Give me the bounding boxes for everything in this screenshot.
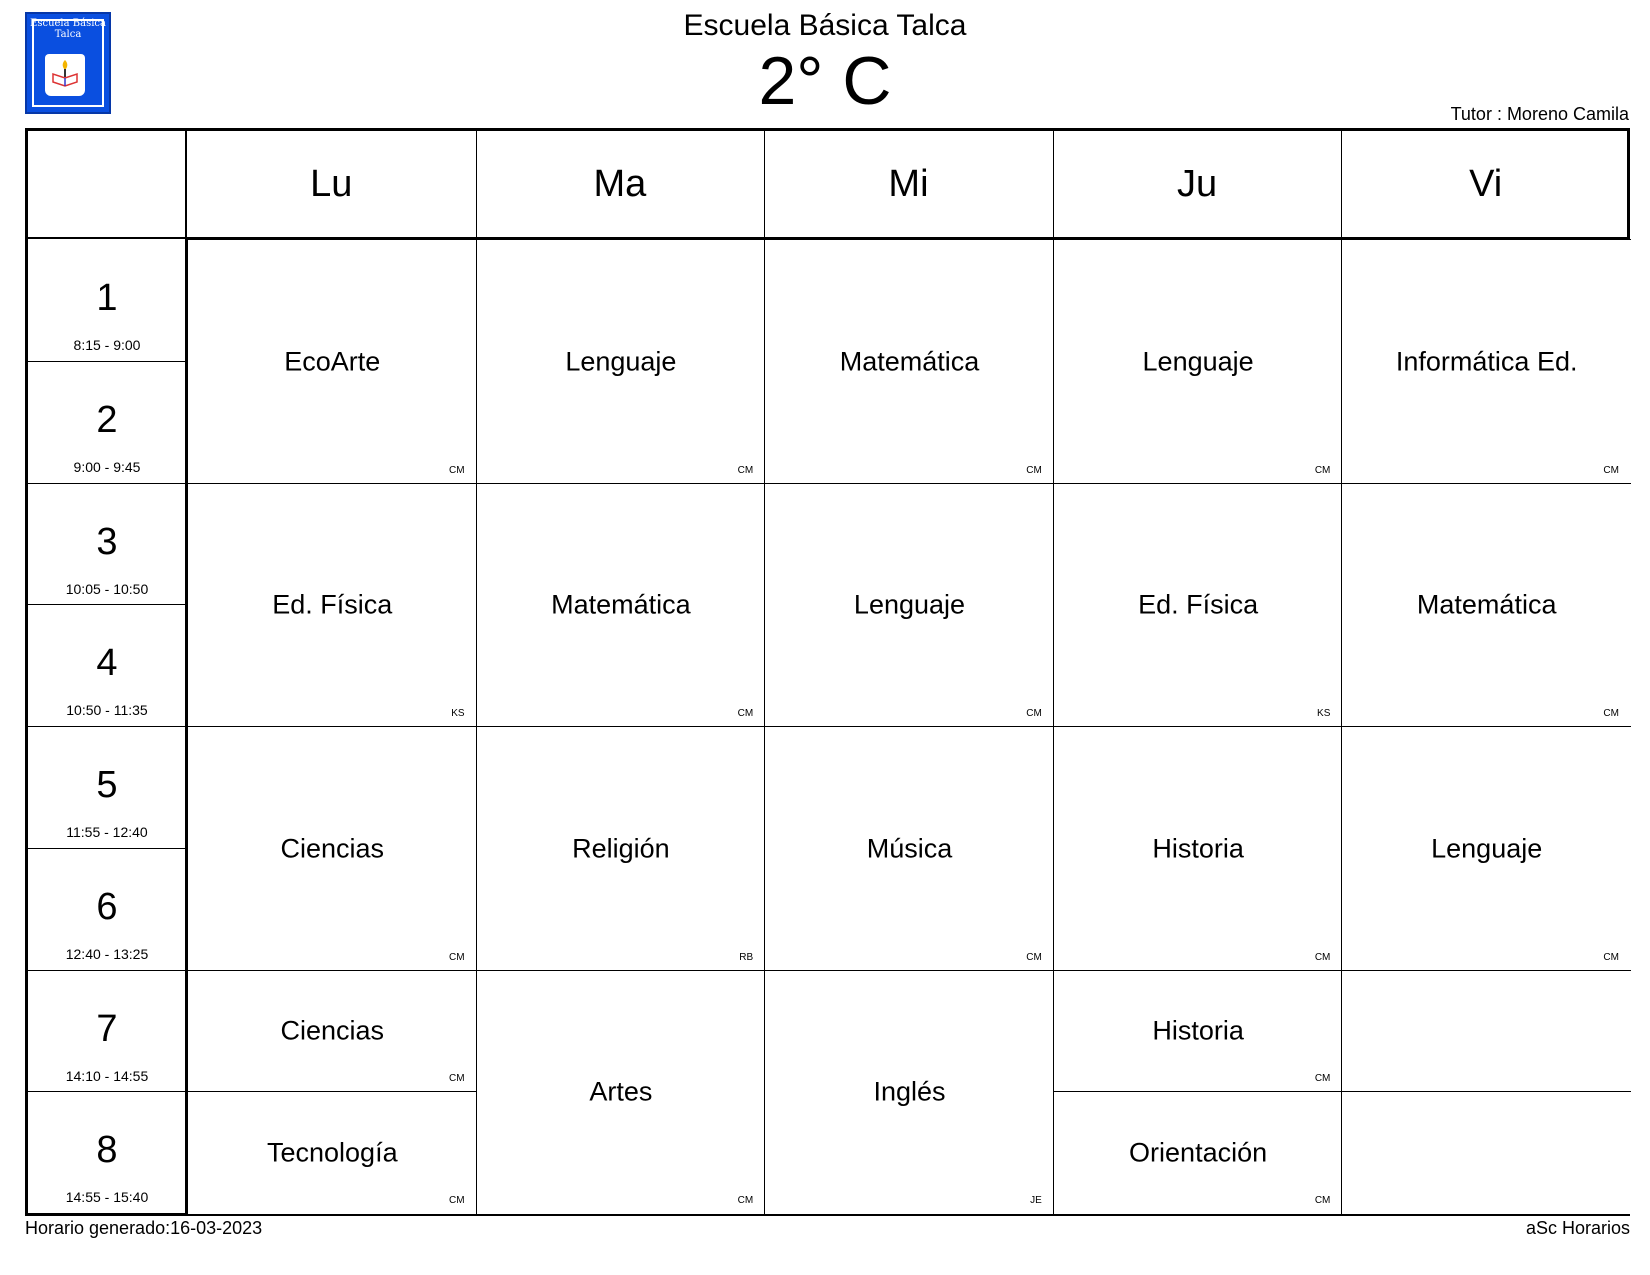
lesson-teacher: JE bbox=[1030, 1195, 1042, 1206]
period-cell bbox=[28, 726, 186, 848]
lesson-cell bbox=[764, 239, 1054, 484]
lesson-subject: Lenguaje bbox=[1431, 833, 1543, 864]
lesson-subject: Orientación bbox=[1129, 1137, 1268, 1168]
lesson-subject: Ciencias bbox=[280, 1015, 385, 1046]
period-cell bbox=[28, 361, 186, 483]
lesson-teacher: CM bbox=[1314, 464, 1331, 476]
period-number: 6 bbox=[96, 885, 118, 928]
period-number: 5 bbox=[96, 764, 118, 806]
day-column-divider bbox=[1341, 131, 1342, 239]
class-name: 2° C bbox=[758, 43, 892, 119]
lesson-cell bbox=[476, 726, 766, 971]
lesson-cell bbox=[1053, 239, 1343, 484]
lesson-teacher: KS bbox=[1317, 708, 1331, 719]
period-row-divider bbox=[28, 726, 186, 727]
period-number: 1 bbox=[96, 277, 118, 319]
lesson-teacher: CM bbox=[737, 1195, 754, 1206]
day-header-3: Ju bbox=[1177, 162, 1218, 205]
lesson-subject: Matemática bbox=[551, 589, 691, 620]
lesson-subject: Tecnología bbox=[266, 1137, 398, 1168]
lesson-cell bbox=[1341, 726, 1631, 971]
lesson-teacher: CM bbox=[449, 464, 465, 476]
period-number: 3 bbox=[96, 520, 118, 563]
lesson-subject: Lenguaje bbox=[1142, 346, 1254, 377]
lesson-teacher: CM bbox=[1026, 951, 1042, 963]
period-cell bbox=[28, 239, 186, 361]
lesson-teacher: CM bbox=[449, 1195, 465, 1206]
period-time: 9:00 - 9:45 bbox=[73, 458, 141, 475]
lesson-teacher: CM bbox=[1026, 464, 1042, 476]
lesson-teacher: CM bbox=[449, 951, 465, 963]
lesson-cell bbox=[1053, 1091, 1343, 1214]
lesson-cell bbox=[187, 1091, 477, 1214]
lesson-subject: Inglés bbox=[873, 1076, 946, 1107]
period-time: 14:55 - 15:40 bbox=[65, 1189, 149, 1206]
lesson-subject: Historia bbox=[1152, 1015, 1244, 1046]
lesson-teacher: KS bbox=[451, 708, 465, 719]
period-row-divider bbox=[28, 361, 186, 362]
lesson-teacher: CM bbox=[737, 708, 754, 719]
lesson-cell bbox=[764, 726, 1054, 971]
lesson-cell bbox=[1053, 483, 1343, 728]
period-time: 14:10 - 14:55 bbox=[65, 1067, 149, 1084]
lesson-teacher: CM bbox=[1603, 708, 1619, 719]
period-number: 2 bbox=[96, 398, 118, 441]
lesson-subject: Religión bbox=[572, 833, 670, 864]
period-row-divider bbox=[28, 483, 186, 484]
day-header-1: Ma bbox=[593, 162, 647, 205]
lesson-cell bbox=[1053, 726, 1343, 971]
period-time: 8:15 - 9:00 bbox=[73, 337, 141, 353]
period-cell bbox=[28, 848, 186, 970]
lesson-cell bbox=[476, 239, 766, 484]
lesson-subject: Lenguaje bbox=[853, 589, 966, 620]
lesson-subject: Ciencias bbox=[280, 833, 385, 864]
period-time: 10:50 - 11:35 bbox=[66, 702, 148, 719]
lesson-subject: Informática Ed. bbox=[1395, 346, 1578, 377]
day-header-4: Vi bbox=[1469, 162, 1503, 205]
lesson-teacher: CM bbox=[449, 1073, 465, 1085]
lesson-cell bbox=[476, 483, 766, 728]
lesson-subject: Artes bbox=[589, 1076, 653, 1107]
lesson-cell bbox=[1341, 483, 1631, 728]
period-time: 10:05 - 10:50 bbox=[65, 580, 149, 597]
lesson-teacher: CM bbox=[1314, 1195, 1331, 1206]
period-cell bbox=[28, 970, 186, 1092]
lesson-subject: Música bbox=[866, 833, 953, 864]
period-row-divider bbox=[28, 848, 186, 849]
lesson-cell bbox=[1341, 239, 1631, 484]
period-row-divider bbox=[28, 604, 186, 605]
lesson-teacher: CM bbox=[1026, 708, 1042, 719]
day-header-2: Mi bbox=[888, 162, 929, 205]
day-column-divider bbox=[476, 131, 477, 239]
period-row-divider bbox=[28, 1091, 186, 1092]
software-credit: aSc Horarios bbox=[1525, 1218, 1630, 1238]
period-cell bbox=[28, 1091, 186, 1213]
lesson-cell bbox=[764, 483, 1054, 728]
timetable-grid bbox=[25, 128, 1630, 1216]
lesson-subject: Ed. Física bbox=[1138, 589, 1259, 620]
period-cell bbox=[28, 604, 186, 726]
lesson-subject: Matemática bbox=[839, 346, 980, 377]
lesson-cell bbox=[187, 483, 477, 728]
lesson-teacher: RB bbox=[739, 951, 754, 963]
day-column-divider bbox=[764, 131, 765, 239]
lesson-subject: EcoArte bbox=[284, 346, 381, 377]
lesson-teacher: CM bbox=[1314, 1073, 1331, 1085]
lesson-cell bbox=[1341, 970, 1631, 1093]
lesson-cell bbox=[187, 726, 477, 971]
lesson-cell bbox=[1053, 970, 1343, 1093]
period-cell bbox=[28, 483, 186, 605]
lesson-cell bbox=[764, 970, 1054, 1215]
period-time: 12:40 - 13:25 bbox=[65, 945, 149, 962]
period-number: 8 bbox=[96, 1129, 118, 1172]
period-row-divider bbox=[28, 970, 186, 971]
logo-text: Escuela Básica Talca bbox=[30, 18, 106, 40]
period-number: 4 bbox=[96, 642, 118, 685]
lesson-teacher: CM bbox=[1603, 464, 1619, 476]
lesson-teacher: CM bbox=[1603, 951, 1619, 963]
generated-date: Horario generado:16-03-2023 bbox=[25, 1218, 263, 1238]
day-header-0: Lu bbox=[310, 162, 353, 205]
tutor-label: Tutor : Moreno Camila bbox=[1450, 104, 1629, 124]
lesson-subject: Ed. Física bbox=[272, 589, 393, 620]
lesson-teacher: CM bbox=[737, 464, 754, 476]
lesson-cell bbox=[187, 970, 477, 1093]
lesson-cell bbox=[187, 239, 477, 484]
lesson-subject: Lenguaje bbox=[565, 346, 677, 377]
lesson-subject: Matemática bbox=[1416, 589, 1557, 620]
period-number: 7 bbox=[96, 1007, 118, 1050]
school-name: Escuela Básica Talca bbox=[683, 9, 967, 42]
lesson-subject: Historia bbox=[1152, 833, 1244, 864]
period-time: 11:55 - 12:40 bbox=[66, 824, 148, 840]
lesson-teacher: CM bbox=[1314, 951, 1331, 963]
lesson-cell bbox=[476, 970, 766, 1215]
day-column-divider bbox=[1053, 131, 1054, 239]
lesson-cell bbox=[1341, 1091, 1631, 1214]
